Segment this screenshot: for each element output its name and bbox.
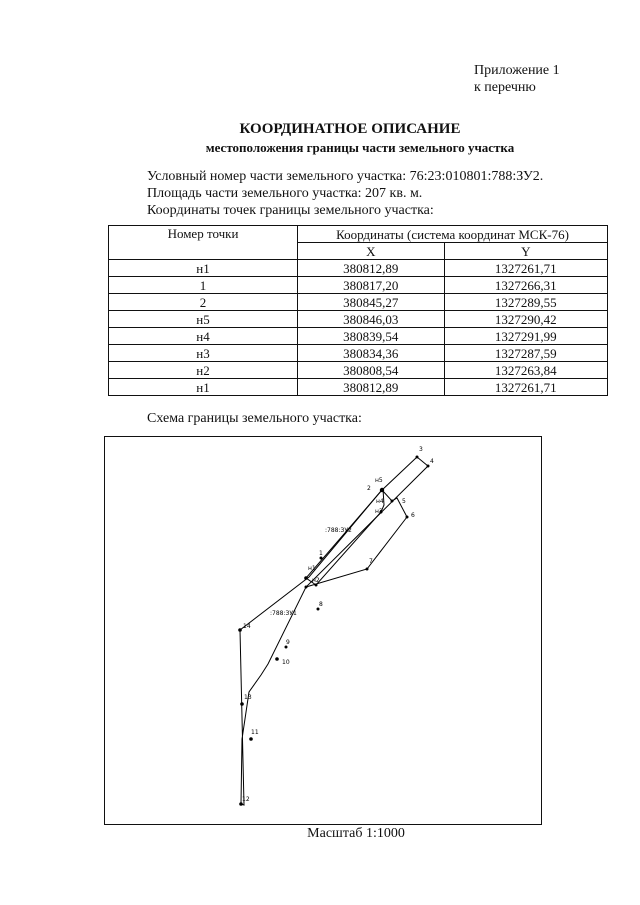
point-label: 7 (369, 558, 373, 565)
cell-point: н3 (109, 345, 298, 362)
point-label: 2 (367, 485, 371, 492)
inner-parcel (306, 489, 384, 585)
header-y: Y (444, 243, 607, 260)
scheme-heading: Схема границы земельного участка: (147, 411, 362, 426)
point-label: 11 (251, 729, 259, 736)
cell-y: 1327261,71 (444, 260, 607, 277)
document-subtitle: местоположения границы части земельного участка (205, 140, 515, 155)
appendix-line-2: к перечню (474, 80, 536, 95)
cell-point: 2 (109, 294, 298, 311)
point-marker (305, 586, 308, 589)
parcel-label-zu1: :788:ЗУ1 (270, 610, 297, 617)
point-marker (304, 576, 308, 580)
cell-x: 380812,89 (298, 379, 445, 396)
cell-point: н1 (109, 379, 298, 396)
table-row (109, 328, 608, 345)
point-label: 5 (402, 498, 406, 505)
scale-note: Масштаб 1:1000 (307, 826, 405, 841)
boundary-drawing (105, 437, 543, 826)
point-label: 12 (242, 796, 250, 803)
table-row (109, 294, 608, 311)
table-row (109, 379, 608, 396)
cell-point: 1 (109, 277, 298, 294)
header-coordinates: Координаты (система координат МСК-76) (298, 226, 608, 243)
cell-x: 380845,27 (298, 294, 445, 311)
table-row (109, 362, 608, 379)
point-marker (416, 456, 419, 459)
appendix-line-1: Приложение 1 (474, 63, 560, 78)
cell-y: 1327287,59 (444, 345, 607, 362)
point-label: 8 (319, 601, 323, 608)
cell-x: 380812,89 (298, 260, 445, 277)
parcel-info (147, 168, 543, 219)
point-label: н1 (308, 565, 316, 572)
boundary-lines (240, 457, 428, 805)
coordinates-table (108, 225, 608, 396)
point-label: н3 (375, 508, 383, 515)
point-marker (391, 500, 394, 503)
boundary-points (238, 456, 429, 806)
point-marker (406, 516, 409, 519)
cell-x: 380834,36 (298, 345, 445, 362)
cell-x: 380808,54 (298, 362, 445, 379)
appendix-note (474, 62, 560, 96)
parcel-area: Площадь части земельного участка: 207 кв. м. (147, 186, 423, 201)
point-label: н2 (312, 577, 320, 584)
header-x: X (298, 243, 445, 260)
point-marker (249, 737, 253, 741)
point-marker (238, 628, 242, 632)
point-label: 3 (419, 446, 423, 453)
cell-point: н4 (109, 328, 298, 345)
table-row (109, 277, 608, 294)
cell-x: 380817,20 (298, 277, 445, 294)
point-label: н5 (375, 477, 383, 484)
cell-x: 380846,03 (298, 311, 445, 328)
point-marker (275, 657, 279, 661)
cell-y: 1327290,42 (444, 311, 607, 328)
point-label: 13 (244, 694, 252, 701)
point-marker (240, 702, 244, 706)
cell-point: н1 (109, 260, 298, 277)
parcel-label-zu2: :788:ЗУ2 (325, 527, 352, 534)
table-row (109, 260, 608, 277)
cell-point: н5 (109, 311, 298, 328)
point-label: 10 (282, 659, 290, 666)
point-marker (380, 488, 384, 492)
point-label: 9 (286, 639, 290, 646)
header-point-number: Номер точки (109, 226, 298, 260)
point-label: н4 (376, 498, 384, 505)
cell-y: 1327261,71 (444, 379, 607, 396)
point-marker (366, 568, 369, 571)
cell-y: 1327291,99 (444, 328, 607, 345)
document-title: КООРДИНАТНОЕ ОПИСАНИЕ (239, 121, 461, 137)
point-label: 1 (319, 550, 323, 557)
point-label: 14 (243, 623, 251, 630)
coords-heading: Координаты точек границы земельного участка: (147, 203, 434, 218)
cell-y: 1327289,55 (444, 294, 607, 311)
point-label: 6 (411, 512, 415, 519)
point-label: 4 (430, 458, 434, 465)
cell-y: 1327266,31 (444, 277, 607, 294)
cell-y: 1327263,84 (444, 362, 607, 379)
outer-boundary (240, 457, 428, 805)
parcel-number: Условный номер части земельного участка: 76:23:010801:788:ЗУ2. (147, 169, 544, 184)
table-row (109, 345, 608, 362)
point-labels (242, 446, 434, 803)
cell-point: н2 (109, 362, 298, 379)
cell-x: 380839,54 (298, 328, 445, 345)
table-row (109, 311, 608, 328)
boundary-scheme (104, 436, 542, 825)
